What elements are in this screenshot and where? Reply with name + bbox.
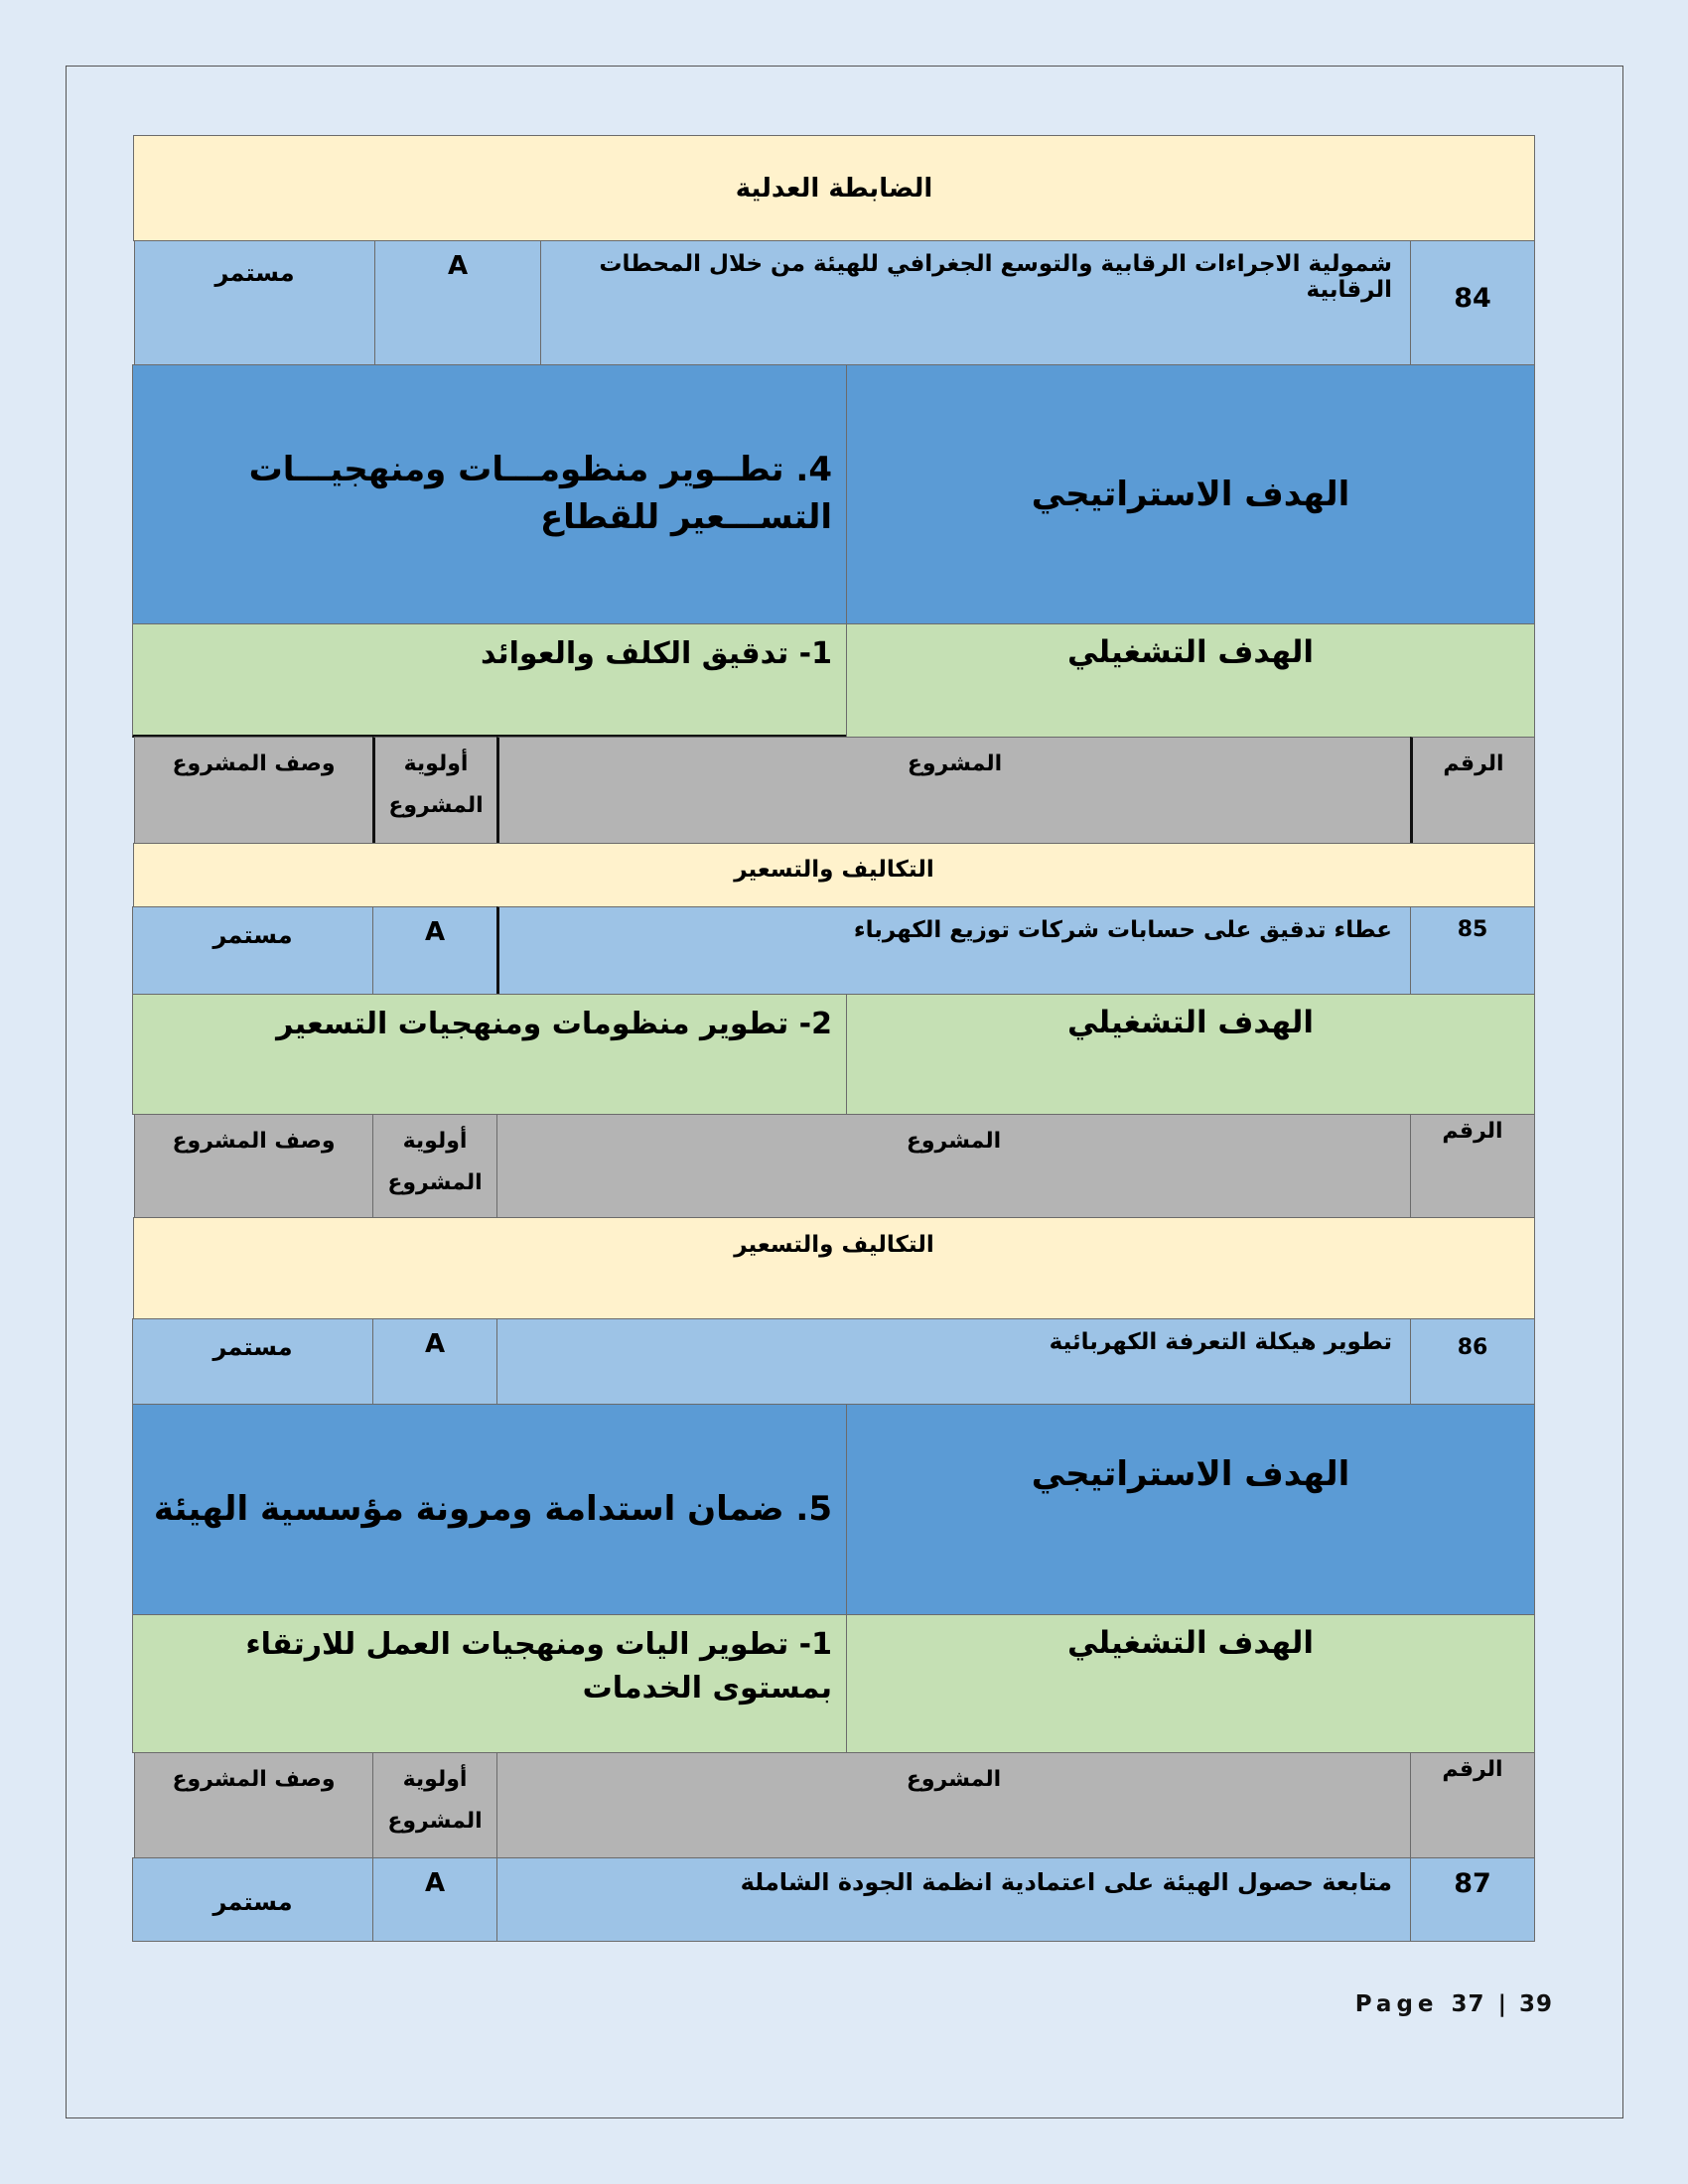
row-number: 85 (1410, 906, 1535, 995)
current-page-number: 37 (1451, 1991, 1485, 2017)
strategic-goal-row (133, 1405, 1535, 1615)
table-row (133, 1858, 1535, 1942)
project-priority: A (372, 1857, 497, 1942)
projects-table (133, 136, 1535, 1942)
operational-goal-row (133, 1615, 1535, 1753)
page-footer (1355, 1991, 1553, 2017)
category-title: الضابطة العدلية (133, 135, 1535, 241)
operational-goal-value: 1- تدقيق الكلف والعوائد (132, 623, 847, 738)
row-number: 87 (1410, 1857, 1535, 1942)
category-row (133, 1218, 1535, 1319)
operational-goal-row (133, 995, 1535, 1115)
table-row (133, 1319, 1535, 1405)
row-number: 84 (1410, 240, 1535, 365)
header-number: الرقم (1410, 737, 1535, 844)
category-row (133, 136, 1535, 241)
header-description: وصف المشروع (134, 737, 373, 844)
header-description: وصف المشروع (134, 1114, 373, 1218)
header-priority-line2: المشروع (387, 1808, 483, 1834)
project-status: مستمر (134, 240, 375, 365)
header-priority-line1: أولوية (403, 751, 469, 776)
header-project: المشروع (496, 1752, 1411, 1858)
page-word: Page (1354, 1991, 1439, 2017)
project-name: شمولية الاجراءات الرقابية والتوسع الجغرافي للهيئة من خلال المحطات الرقابية (540, 240, 1411, 365)
operational-goal-value: 2- تطوير منظومات ومنهجيات التسعير (132, 994, 847, 1115)
total-pages: 39 (1518, 1991, 1553, 2017)
table-row (133, 907, 1535, 995)
operational-goal-row (133, 624, 1535, 738)
project-name: تطوير هيكلة التعرفة الكهربائية (496, 1318, 1411, 1405)
operational-goal-label: الهدف التشغيلي (846, 623, 1535, 738)
header-priority-line1: أولوية (402, 1129, 468, 1154)
category-row (133, 844, 1535, 907)
project-priority: A (372, 906, 497, 995)
table-header-row (133, 738, 1535, 844)
category-title: التكاليف والتسعير (133, 1217, 1535, 1319)
strategic-goal-row (133, 365, 1535, 624)
project-name: عطاء تدقيق على حسابات شركات توزيع الكهرباء (496, 906, 1411, 995)
header-number: الرقم (1410, 1752, 1535, 1858)
project-priority: A (374, 240, 541, 365)
header-description: وصف المشروع (134, 1752, 373, 1858)
project-status: مستمر (132, 1857, 373, 1942)
page-separator: | (1497, 1991, 1506, 2017)
row-number: 86 (1410, 1318, 1535, 1405)
strategic-goal-label: الهدف الاستراتيجي (846, 1404, 1535, 1615)
header-priority (372, 1114, 497, 1218)
table-header-row (133, 1115, 1535, 1218)
operational-goal-label: الهدف التشغيلي (846, 1614, 1535, 1753)
operational-goal-label: الهدف التشغيلي (846, 994, 1535, 1115)
strategic-goal-value: 4. تطــوير منظومـــات ومنهجيـــات التســـعير للقطاع (132, 364, 847, 624)
project-priority: A (372, 1318, 497, 1405)
table-row (133, 241, 1535, 365)
project-status: مستمر (132, 906, 373, 995)
header-priority-line2: المشروع (387, 1169, 483, 1195)
header-priority (372, 737, 497, 844)
header-priority (372, 1752, 497, 1858)
header-number: الرقم (1410, 1114, 1535, 1218)
operational-goal-value: 1- تطوير اليات ومنهجيات العمل للارتقاء بمستوى الخدمات (132, 1614, 847, 1753)
header-project: المشروع (496, 737, 1411, 844)
strategic-goal-label: الهدف الاستراتيجي (846, 364, 1535, 624)
header-project: المشروع (496, 1114, 1411, 1218)
project-name: متابعة حصول الهيئة على اعتمادية انظمة الجودة الشاملة (496, 1857, 1411, 1942)
project-status: مستمر (132, 1318, 373, 1405)
header-priority-line2: المشروع (388, 792, 484, 818)
category-title: التكاليف والتسعير (133, 843, 1535, 907)
table-header-row (133, 1753, 1535, 1858)
strategic-goal-value: 5. ضمان استدامة ومرونة مؤسسية الهيئة (132, 1404, 847, 1615)
header-priority-line1: أولوية (402, 1767, 468, 1792)
